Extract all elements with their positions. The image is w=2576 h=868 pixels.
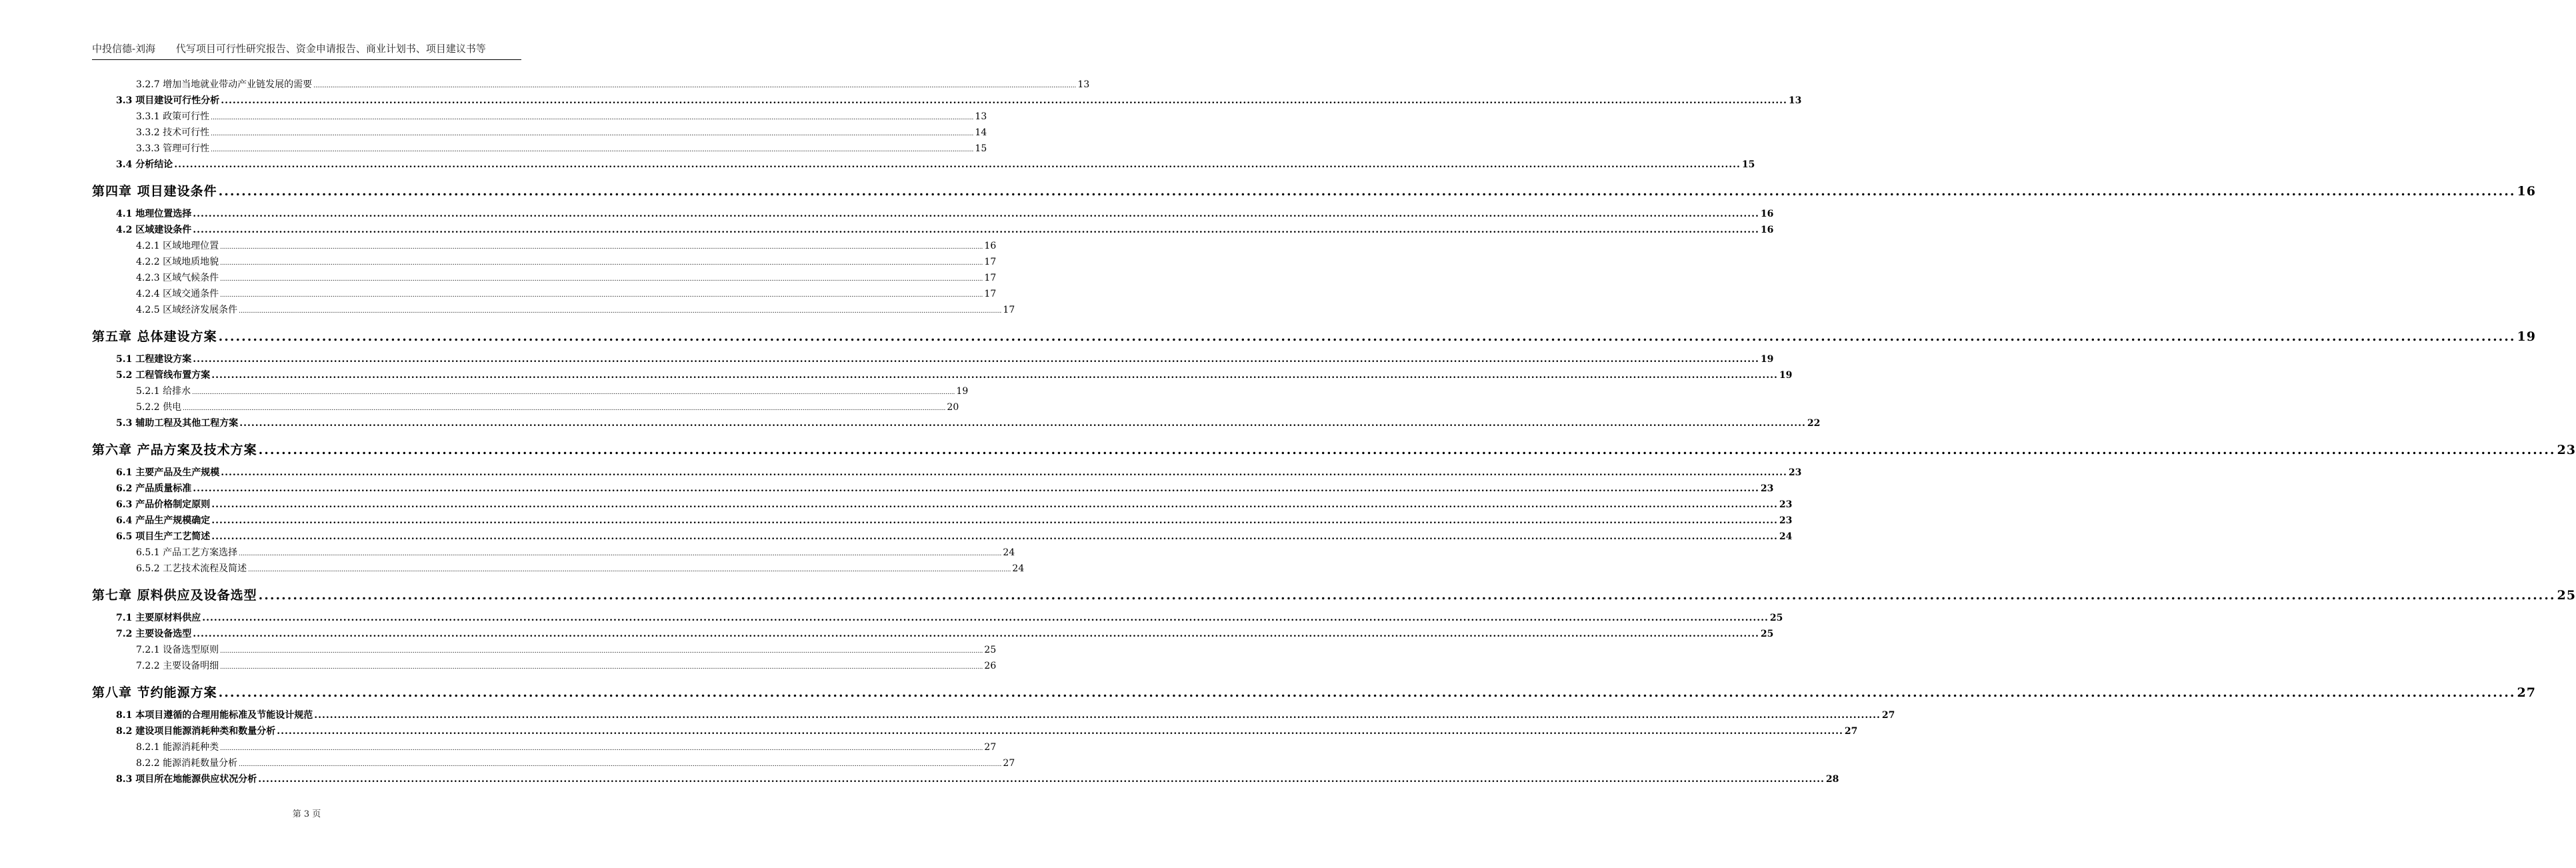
toc-entry-page: 23 <box>1779 515 1793 526</box>
toc-dot-leader: ................................................................................................................................................................................................................................................................................................................................................................................................................ <box>221 467 1787 478</box>
toc-entry-page: 25 <box>1760 629 1774 639</box>
toc-section-entry[interactable] <box>116 465 1802 479</box>
toc-section-entry[interactable] <box>116 481 1774 495</box>
toc-section-entry[interactable] <box>116 93 1802 107</box>
toc-entry-title: 6.4 产品生产规模确定 <box>116 515 211 526</box>
toc-subsection-entry[interactable] <box>136 255 997 268</box>
toc-entry-page: 27 <box>1881 710 1895 721</box>
toc-subsection-entry[interactable] <box>136 125 987 139</box>
toc-dot-leader: ................................................................................................................................................................................................................................................................................................................................................................................................................ <box>211 115 974 121</box>
toc-entry-page: 15 <box>975 143 987 154</box>
toc-subsection-entry[interactable] <box>136 77 1090 91</box>
toc-dot-leader: ................................................................................................................................................................................................................................................................................................................................................................................................................ <box>193 225 1759 235</box>
toc-section-entry[interactable] <box>116 529 1793 543</box>
toc-dot-leader: ................................................................................................................................................................................................................................................................................................................................................................................................................ <box>220 648 983 655</box>
toc-entry-title: 5.3 辅助工程及其他工程方案 <box>116 418 239 429</box>
toc-entry-page: 17 <box>984 273 997 283</box>
toc-section-entry[interactable] <box>116 708 1895 721</box>
toc-dot-leader: ................................................................................................................................................................................................................................................................................................................................................................................................................ <box>174 159 1741 170</box>
toc-entry-page: 15 <box>1741 159 1755 170</box>
toc-entry-title: 4.2.1 区域地理位置 <box>136 241 219 251</box>
toc-dot-leader: ................................................................................................................................................................................................................................................................................................................................................................................................................ <box>211 515 1778 526</box>
toc-entry-title: 6.5 项目生产工艺简述 <box>116 531 211 542</box>
toc-entry-page: 27 <box>2517 685 2536 700</box>
toc-dot-leader: ................................................................................................................................................................................................................................................................................................................................................................................................................ <box>220 745 983 752</box>
toc-dot-leader: ................................................................................................................................................................................................................................................................................................................................................................................................................ <box>258 588 2556 603</box>
toc-section-entry[interactable] <box>116 497 1793 511</box>
toc-section-entry[interactable] <box>116 611 1783 624</box>
toc-entry-page: 22 <box>1807 418 1821 429</box>
toc-section-entry[interactable] <box>116 157 1755 171</box>
toc-dot-leader: ................................................................................................................................................................................................................................................................................................................................................................................................................ <box>193 483 1759 494</box>
toc-subsection-entry[interactable] <box>136 561 1025 575</box>
toc-dot-leader: ................................................................................................................................................................................................................................................................................................................................................................................................................ <box>248 567 1011 573</box>
toc-entry-page: 25 <box>984 645 997 655</box>
toc-entry-title: 3.3.3 管理可行性 <box>136 143 210 154</box>
toc-entry-title: 第八章 节约能源方案 <box>92 685 217 700</box>
toc-entry-title: 3.2.7 增加当地就业带动产业链发展的需要 <box>136 79 313 90</box>
toc-dot-leader: ................................................................................................................................................................................................................................................................................................................................................................................................................ <box>211 147 974 153</box>
page-number: 第 3 页 <box>292 809 321 819</box>
toc-entry-title: 7.2.2 主要设备明细 <box>136 661 219 671</box>
toc-entry-title: 4.2.4 区域交通条件 <box>136 289 219 299</box>
toc-entry-page: 28 <box>1825 774 1839 785</box>
page-header <box>92 41 521 60</box>
toc-entry-page: 16 <box>1760 225 1774 235</box>
toc-subsection-entry[interactable] <box>136 239 997 252</box>
toc-entry-title: 5.1 工程建设方案 <box>116 354 192 365</box>
toc-entry-page: 27 <box>1003 758 1015 769</box>
toc-entry-page: 25 <box>2557 588 2576 603</box>
toc-dot-leader: ................................................................................................................................................................................................................................................................................................................................................................................................................ <box>313 83 1077 89</box>
toc-dot-leader: ................................................................................................................................................................................................................................................................................................................................................................................................................ <box>193 354 1759 365</box>
toc-dot-leader: ................................................................................................................................................................................................................................................................................................................................................................................................................ <box>220 292 983 299</box>
toc-subsection-entry[interactable] <box>136 384 969 397</box>
toc-entry-title: 8.1 本项目遵循的合理用能标准及节能设计规范 <box>116 710 313 721</box>
toc-chapter-entry[interactable] <box>92 181 2536 199</box>
toc-dot-leader: ................................................................................................................................................................................................................................................................................................................................................................................................................ <box>220 276 983 283</box>
toc-entry-title: 8.3 项目所在地能源供应状况分析 <box>116 774 257 785</box>
toc-entry-title: 5.2.2 供电 <box>136 402 182 413</box>
toc-chapter-entry[interactable] <box>92 440 2576 458</box>
toc-entry-page: 27 <box>1844 726 1858 737</box>
toc-chapter-entry[interactable] <box>92 683 2536 701</box>
toc-subsection-entry[interactable] <box>136 659 997 672</box>
toc-dot-leader: ................................................................................................................................................................................................................................................................................................................................................................................................................ <box>220 664 983 671</box>
toc-entry-title: 8.2 建设项目能源消耗种类和数量分析 <box>116 726 276 737</box>
toc-subsection-entry[interactable] <box>136 287 997 300</box>
header-author: 中投信德-刘海 <box>92 43 156 55</box>
toc-subsection-entry[interactable] <box>136 109 987 123</box>
toc-dot-leader: ................................................................................................................................................................................................................................................................................................................................................................................................................ <box>239 761 1002 768</box>
toc-entry-title: 8.2.1 能源消耗种类 <box>136 742 219 753</box>
toc-dot-leader: ................................................................................................................................................................................................................................................................................................................................................................................................................ <box>239 308 1002 315</box>
toc-entry-page: 14 <box>975 127 987 138</box>
toc-subsection-entry[interactable] <box>136 400 959 413</box>
toc-section-entry[interactable] <box>116 207 1774 220</box>
header-services: 代写项目可行性研究报告、资金申请报告、商业计划书、项目建议书等 <box>175 43 486 55</box>
toc-dot-leader: ................................................................................................................................................................................................................................................................................................................................................................................................................ <box>220 260 983 267</box>
toc-entry-page: 19 <box>956 386 969 397</box>
toc-dot-leader: ................................................................................................................................................................................................................................................................................................................................................................................................................ <box>183 405 946 412</box>
toc-entry-page: 24 <box>1779 531 1793 542</box>
toc-entry-title: 3.3.2 技术可行性 <box>136 127 210 138</box>
toc-entry-page: 24 <box>1003 547 1015 558</box>
toc-entry-page: 26 <box>984 661 997 671</box>
toc-entry-page: 23 <box>1788 467 1802 478</box>
toc-entry-page: 13 <box>975 111 987 122</box>
toc-entry-page: 17 <box>984 257 997 267</box>
toc-subsection-entry[interactable] <box>136 141 987 155</box>
toc-entry-title: 3.3.1 政策可行性 <box>136 111 210 122</box>
toc-subsection-entry[interactable] <box>136 756 1015 769</box>
toc-dot-leader: ................................................................................................................................................................................................................................................................................................................................................................................................................ <box>193 629 1759 639</box>
toc-chapter-entry[interactable] <box>92 327 2536 345</box>
toc-entry-page: 13 <box>1788 95 1802 106</box>
toc-entry-title: 7.1 主要原材料供应 <box>116 613 201 623</box>
toc-entry-title: 6.2 产品质量标准 <box>116 483 192 494</box>
toc-subsection-entry[interactable] <box>136 740 997 753</box>
toc-section-entry[interactable] <box>116 627 1774 640</box>
toc-dot-leader: ................................................................................................................................................................................................................................................................................................................................................................................................................ <box>220 244 983 251</box>
toc-section-entry[interactable] <box>116 352 1774 365</box>
toc-entry-title: 第七章 原料供应及设备选型 <box>92 588 257 603</box>
toc-section-entry[interactable] <box>116 368 1793 381</box>
toc-entry-title: 3.4 分析结论 <box>116 159 173 170</box>
toc-entry-title: 4.2.5 区域经济发展条件 <box>136 305 238 315</box>
toc-dot-leader: ................................................................................................................................................................................................................................................................................................................................................................................................................ <box>221 95 1787 106</box>
toc-dot-leader: ................................................................................................................................................................................................................................................................................................................................................................................................................ <box>258 443 2556 457</box>
toc-entry-page: 16 <box>1760 209 1774 219</box>
toc-dot-leader: ................................................................................................................................................................................................................................................................................................................................................................................................................ <box>218 184 2516 199</box>
toc-dot-leader: ................................................................................................................................................................................................................................................................................................................................................................................................................ <box>211 531 1778 542</box>
toc-entry-page: 17 <box>1003 305 1015 315</box>
toc-dot-leader: ................................................................................................................................................................................................................................................................................................................................................................................................................ <box>218 685 2516 700</box>
toc-entry-page: 17 <box>984 289 997 299</box>
toc-subsection-entry[interactable] <box>136 303 1015 316</box>
toc-section-entry[interactable] <box>116 513 1793 527</box>
toc-entry-page: 19 <box>1779 370 1793 381</box>
toc-entry-page: 13 <box>1077 79 1090 90</box>
toc-dot-leader: ................................................................................................................................................................................................................................................................................................................................................................................................................ <box>211 370 1778 381</box>
toc-entry-title: 7.2 主要设备选型 <box>116 629 192 639</box>
toc-dot-leader: ................................................................................................................................................................................................................................................................................................................................................................................................................ <box>193 209 1759 219</box>
toc-entry-title: 第六章 产品方案及技术方案 <box>92 443 257 457</box>
toc-dot-leader: ................................................................................................................................................................................................................................................................................................................................................................................................................ <box>202 613 1769 623</box>
toc-dot-leader: ................................................................................................................................................................................................................................................................................................................................................................................................................ <box>258 774 1825 785</box>
toc-entry-page: 24 <box>1012 563 1025 574</box>
toc-entry-page: 23 <box>1760 483 1774 494</box>
toc-subsection-entry[interactable] <box>136 545 1015 559</box>
toc-entry-page: 25 <box>1769 613 1783 623</box>
toc-entry-title: 6.1 主要产品及生产规模 <box>116 467 220 478</box>
toc-section-entry[interactable] <box>116 772 1839 785</box>
toc-entry-title: 4.2.3 区域气候条件 <box>136 273 219 283</box>
toc-entry-title: 4.2.2 区域地质地貌 <box>136 257 219 267</box>
toc-entry-title: 4.1 地理位置选择 <box>116 209 192 219</box>
toc-entry-title: 3.3 项目建设可行性分析 <box>116 95 220 106</box>
toc-section-entry[interactable] <box>116 416 1821 429</box>
toc-dot-leader: ................................................................................................................................................................................................................................................................................................................................................................................................................ <box>277 726 1843 737</box>
toc-entry-title: 6.3 产品价格制定原则 <box>116 499 211 510</box>
toc-entry-title: 6.5.1 产品工艺方案选择 <box>136 547 238 558</box>
toc-section-entry[interactable] <box>116 724 1858 737</box>
toc-subsection-entry[interactable] <box>136 271 997 284</box>
toc-entry-title: 第四章 项目建设条件 <box>92 184 217 199</box>
toc-dot-leader: ................................................................................................................................................................................................................................................................................................................................................................................................................ <box>239 551 1002 557</box>
toc-dot-leader: ................................................................................................................................................................................................................................................................................................................................................................................................................ <box>211 131 974 137</box>
toc-dot-leader: ................................................................................................................................................................................................................................................................................................................................................................................................................ <box>192 389 955 396</box>
toc-dot-leader: ................................................................................................................................................................................................................................................................................................................................................................................................................ <box>239 418 1806 429</box>
toc-chapter-entry[interactable] <box>92 585 2576 603</box>
toc-entry-page: 20 <box>947 402 959 413</box>
toc-entry-page: 19 <box>1760 354 1774 365</box>
toc-entry-title: 4.2 区域建设条件 <box>116 225 192 235</box>
toc-entry-title: 5.2.1 给排水 <box>136 386 191 397</box>
toc-entry-page: 16 <box>984 241 997 251</box>
toc-entry-title: 5.2 工程管线布置方案 <box>116 370 211 381</box>
toc-subsection-entry[interactable] <box>136 643 997 656</box>
toc-entry-title: 7.2.1 设备选型原则 <box>136 645 219 655</box>
toc-dot-leader: ................................................................................................................................................................................................................................................................................................................................................................................................................ <box>314 710 1881 721</box>
toc-entry-title: 6.5.2 工艺技术流程及简述 <box>136 563 247 574</box>
toc-entry-page: 23 <box>1779 499 1793 510</box>
toc-entry-title: 8.2.2 能源消耗数量分析 <box>136 758 238 769</box>
toc-entry-title: 第五章 总体建设方案 <box>92 329 217 344</box>
toc-entry-page: 19 <box>2517 329 2536 344</box>
toc-entry-page: 27 <box>984 742 997 753</box>
toc-dot-leader: ................................................................................................................................................................................................................................................................................................................................................................................................................ <box>211 499 1778 510</box>
toc-section-entry[interactable] <box>116 223 1774 236</box>
toc-entry-page: 23 <box>2557 443 2576 457</box>
toc-entry-page: 16 <box>2517 184 2536 199</box>
toc-dot-leader: ................................................................................................................................................................................................................................................................................................................................................................................................................ <box>218 329 2516 344</box>
